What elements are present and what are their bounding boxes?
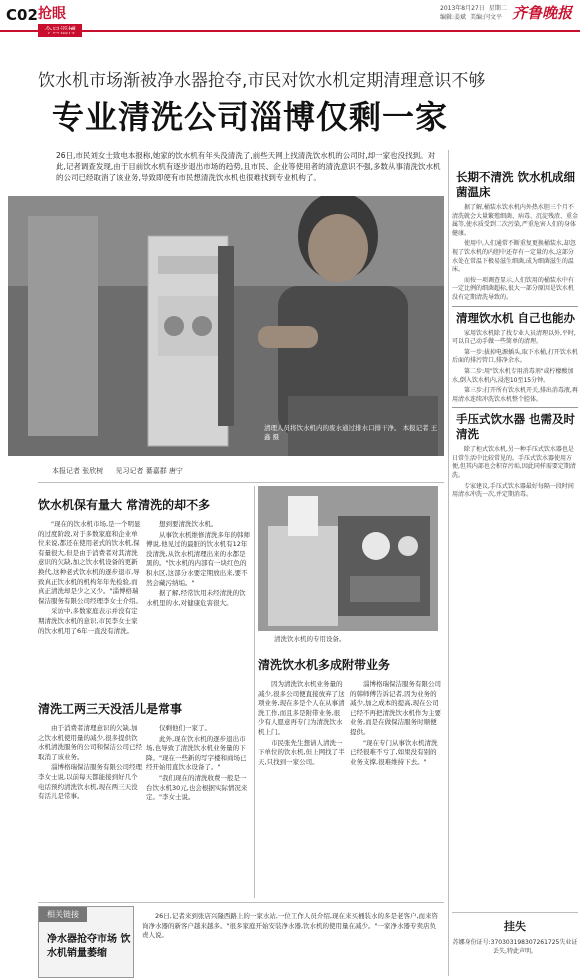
section-3-title: 清洗饮水机多成附带业务 [258,658,391,672]
sidebar-title-1: 长期不清洗 饮水机成细菌温床 [456,170,576,199]
related-link-box [38,906,134,978]
section-name: 抢眼 [38,6,66,22]
paragraph: 此外,现在饮水机的逐步退出市场,也导致了清洗饮水机业务量的下降。"现在一些新的写字楼和商场已经开始用直饮水设备了。" [146,734,247,772]
sidebar [452,150,578,502]
page-code: C02 [6,6,38,24]
headline: 专业清洗公司淄博仅剩一家 [52,98,449,136]
main-photo-illustration [8,196,444,456]
main-photo-credit: 本报记者 王鑫 摄 [264,424,438,441]
equipment-photo-illustration [258,486,438,631]
sidebar-paragraph: 专家建议,手压式饮水器最好每隔一段时间用清水冲洗一次,并定期消毒。 [452,482,574,499]
byline [52,466,442,476]
sidebar-title-3: 手压式饮水器 也需及时清洗 [456,412,576,442]
related-tag: 相关链接 [39,907,87,922]
paragraph: "我们现在的清洗收费一般是一台饮水机30元,也会根据实际情况来定。"李女士说。 [146,773,248,802]
section-1-col-2 [146,520,252,609]
sidebar-paragraph: 使用中,人们通常不断重复更换桶装水,却忽视了饮水机的内胆中还存有一定量的水,这部分水处在常温下极易滋生细菌,成为细菌滋生的温床。 [452,240,576,274]
section-divider [38,902,444,903]
section-2-col-2 [146,724,252,804]
main-photo [8,196,444,456]
subheadline: 饮水机市场渐被净水器抢夺,市民对饮水机定期清理意识不够 [38,71,486,91]
weekday: 星期二 [488,5,507,12]
top-divider [0,30,580,32]
paragraph: 因为清洗饮水机业务量的减少,很多公司便直接放弃了这项业务,现在多是个人在从事清洗工作,而且多是附带业务,很少有人愿意再专门为清洗饮水机上门。 [258,680,345,736]
paragraph: 淄博格瑞保洁服务有限公司的韩师傅告诉记者,因为业务的减少,加之成本的提高,现在公司已经不再把清洗饮水机作为主要业务,而是在做保洁服务时顺便提供。 [350,680,441,736]
equipment-photo [258,486,438,631]
editor: 编辑:姜斌 [440,14,467,21]
lost-notice [452,918,578,956]
sidebar-paragraph: 据了解,桶装水饮水机内外热水胆三个月不清洗就会大量繁殖细菌、病毒、沉淀残渣、重金属等,使水质受到二次污染,严重危害人们的身体健康。 [452,204,579,237]
related-title: 净水器抢夺市场 饮水机销量萎缩 [47,934,131,959]
bottom-article-text [142,912,442,976]
paper-logo: 齐鲁晚报 [511,4,572,22]
divider [452,407,578,408]
issue-date: 2013年8月27日 [440,5,485,12]
paragraph: 市民张先生想请人清洗一下单位的饮水机,但上网找了半天,只找到一家公司。 [258,738,345,766]
main-photo-caption-text: 清理人员将饮水机内的废水通过排水口排干净。 [264,424,401,432]
sidebar-paragraph: 第一步:拔掉电源插头,取下水桶,打开饮水机后面的排污管口,排净余水。 [452,348,578,365]
art-editor: 美编:闫文平 [470,14,503,21]
section-divider [452,912,578,913]
masthead [0,0,580,32]
lost-notice-title: 挂失 [504,920,526,933]
sidebar-title-2: 清理饮水机 自己也能办 [456,310,576,325]
lost-notice-text: 苏娜身份证号:370303198307261725失业证丢失,特此声明。 [452,939,578,955]
sidebar-paragraph: 而按一项调查显示,人们饮用的桶装水中有一定比例的细菌超标,很大一部分原因是饮水机没有定期清洗导致的。 [452,276,574,301]
date-editor-line [440,4,511,22]
equipment-photo-caption: 清洗饮水机的专用设备。 [274,635,346,643]
paragraph: 淄博格瑞保洁服务有限公司经理李女士说,以前每天都能接到好几个电话预约清洗饮水机,现在两三天没有活儿是常事。 [38,763,142,801]
sidebar-paragraph: 家用饮水机除了找专业人员清理以外,平时,可以自己动手做一些简单的清理。 [452,329,576,346]
lead-paragraph: 26日,市民刘女士致电本报称,她家的饮水机有年头没清洗了,前些天网上找清洗饮水机的公司时,却一家也没找到。对此,记者调查发现,由于目前饮水机有逐步退出市场的趋势,且市民、企业等使用者的清洗意识不强,多数从事清洗饮水机的公司已经取消了该业务,导致即使有市民想清洗饮水机也很难找到专业机构了。 [56,151,441,182]
section-2-title: 清洗工两三天没活儿是常事 [38,702,183,716]
section-1-col-1 [38,520,142,637]
column-divider [448,150,449,976]
paragraph: 据了解,经常饮用未经清洗的饮水机里的水,对健康危害很大。 [146,589,246,607]
paragraph: 仅剩他们一家了。 [159,724,211,732]
section-2-col-1 [38,724,142,803]
column-divider [254,486,255,898]
divider [452,306,578,307]
section-3-col-1 [258,680,346,768]
paragraph: 想到要清洗饮水机。 [159,520,218,528]
sidebar-paragraph: 除了柜式饮水机,另一种手压式饮水器也是日常生活中比较常见的。手压式饮水器使用方便,但其内部也会积存污垢,因此同样需要定期清洗。 [452,446,576,480]
paragraph: 从事饮水机维修清洗多年的韩师傅说,他见过的最脏的饮水机有12年没清洗,从饮水机清理出来的水都是黑的。"饮水机的内部有一块红色的积水区,这部分水要定期放出来,要不然会藏污纳垢。" [146,530,250,587]
sidebar-paragraph: 第三步:打开所有饮水机开关,排出消毒液,再用清水连续冲洗饮水机整个腔体。 [452,387,578,403]
section-3-col-2 [350,680,442,768]
paragraph: 26日,记者来到张店兴隆西路上的一家水站,一位工作人员介绍,现在来买桶装水的多是老客户,而来咨询净水器的新客户越来越多。"很多家庭开始安装净水器,饮水机的使用量在减少。"一家净水器专卖店负责人说。 [142,912,439,940]
paragraph: 由于消费者清理意识的欠缺,加之饮水机使用量的减少,很多提供饮水机清洗服务的公司和保洁公司已经取消了该业务。 [38,724,142,761]
byline-intern: 见习记者 綦嘉群 唐宁 [115,467,183,475]
section-1-title: 饮水机保有量大 常清洗的却不多 [38,498,211,512]
byline-reporter: 本报记者 张欣树 [52,467,104,475]
paragraph: "现在的饮水机市场,是一个明显的过度阶段,对于多数家庭和企业单位来说,都还在使用老式的饮水机,保有量很大,但是由于消费者对其清洗意识的欠缺,加之饮水机设备的更新换代,这种老式饮水机的逐步退市,导致真正饮水机的机构年年先检验,而真正清洗却是少之又少。"淄博格瑞保洁服务有限公司经理李女士介绍。 [38,520,142,605]
sidebar-paragraph: 第二步:用"饮水机专用消毒剂"或柠檬酸加水,倒入饮水机内,浸泡10至15分钟。 [452,367,574,384]
paragraph: "现在专门从事饮水机清洗已经很难不亏了,如果没有别的业务支撑,很难维持下去。" [350,738,438,766]
section-divider [38,482,444,483]
main-photo-caption [264,424,438,442]
paragraph: 采访中,多数家庭表示并没有定期清洗饮水机的意识,市民李女士家的饮水机用了6年一直没有清洗。 [38,607,138,635]
